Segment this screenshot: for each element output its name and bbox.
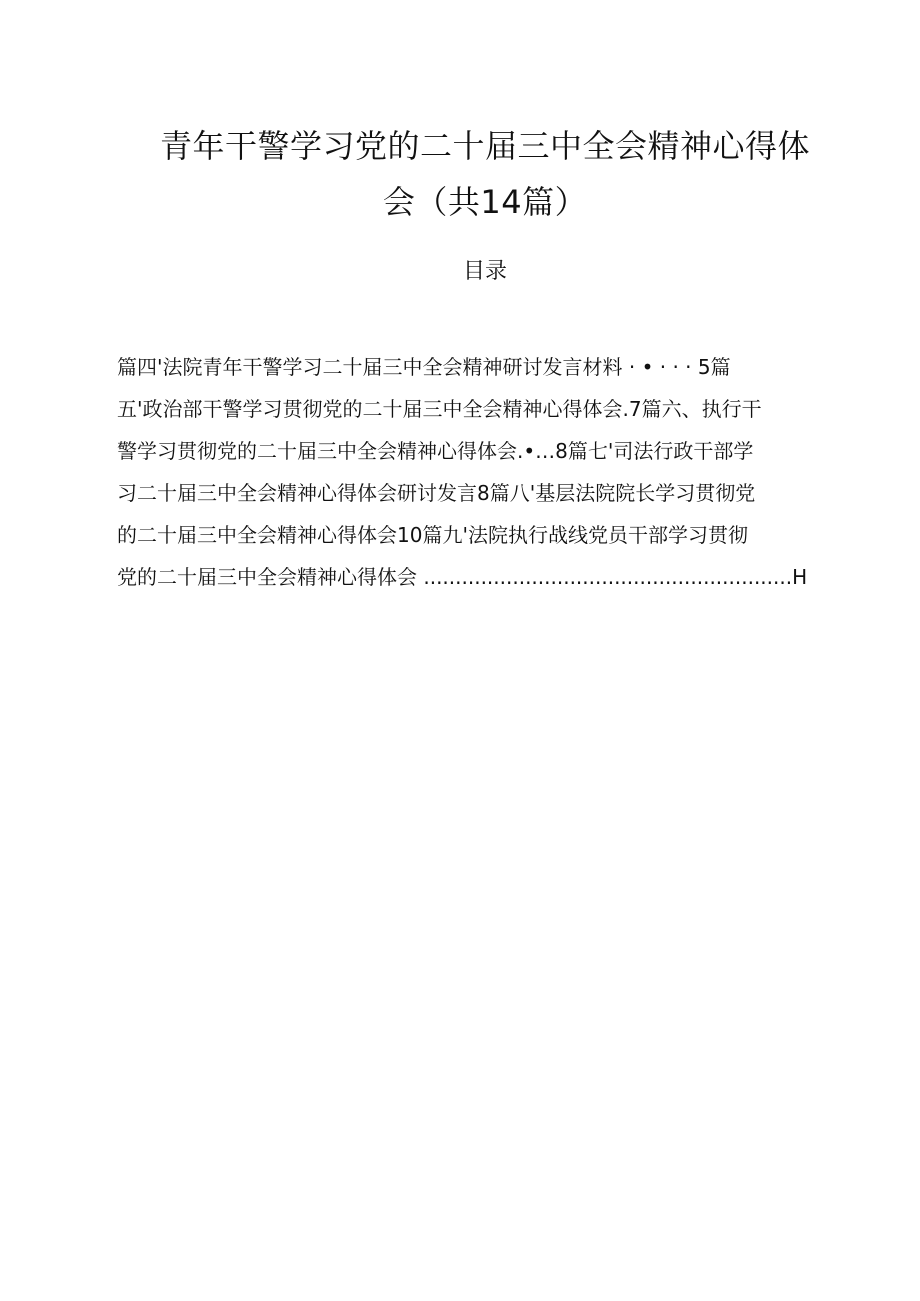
toc-line: 篇四'法院青年干警学习二十届三中全会精神研讨发言材料 · • · · · 5篇	[117, 355, 731, 379]
toc-heading: 目录	[462, 259, 507, 284]
toc-line: 五'政治部干警学习贯彻党的二十届三中全会精神心得体会.7篇六、执行干	[117, 397, 762, 421]
toc-line: 的二十届三中全会精神心得体会10篇九'法院执行战线党员干部学习贯彻	[117, 523, 748, 547]
title-line-1: 青年干警学习党的二十届三中全会精神心得体	[159, 127, 810, 165]
document-title	[110, 118, 860, 230]
table-of-contents	[117, 346, 857, 598]
title-line-2: 会（共14篇）	[382, 183, 588, 221]
toc-line: 警学习贯彻党的二十届三中全会精神心得体会.•…8篇七'司法行政干部学	[117, 439, 754, 463]
toc-line: 党的二十届三中全会精神心得体会 ..........................................................H	[117, 565, 808, 589]
toc-line: 习二十届三中全会精神心得体会研讨发言8篇八'基层法院院长学习贯彻党	[117, 481, 756, 505]
